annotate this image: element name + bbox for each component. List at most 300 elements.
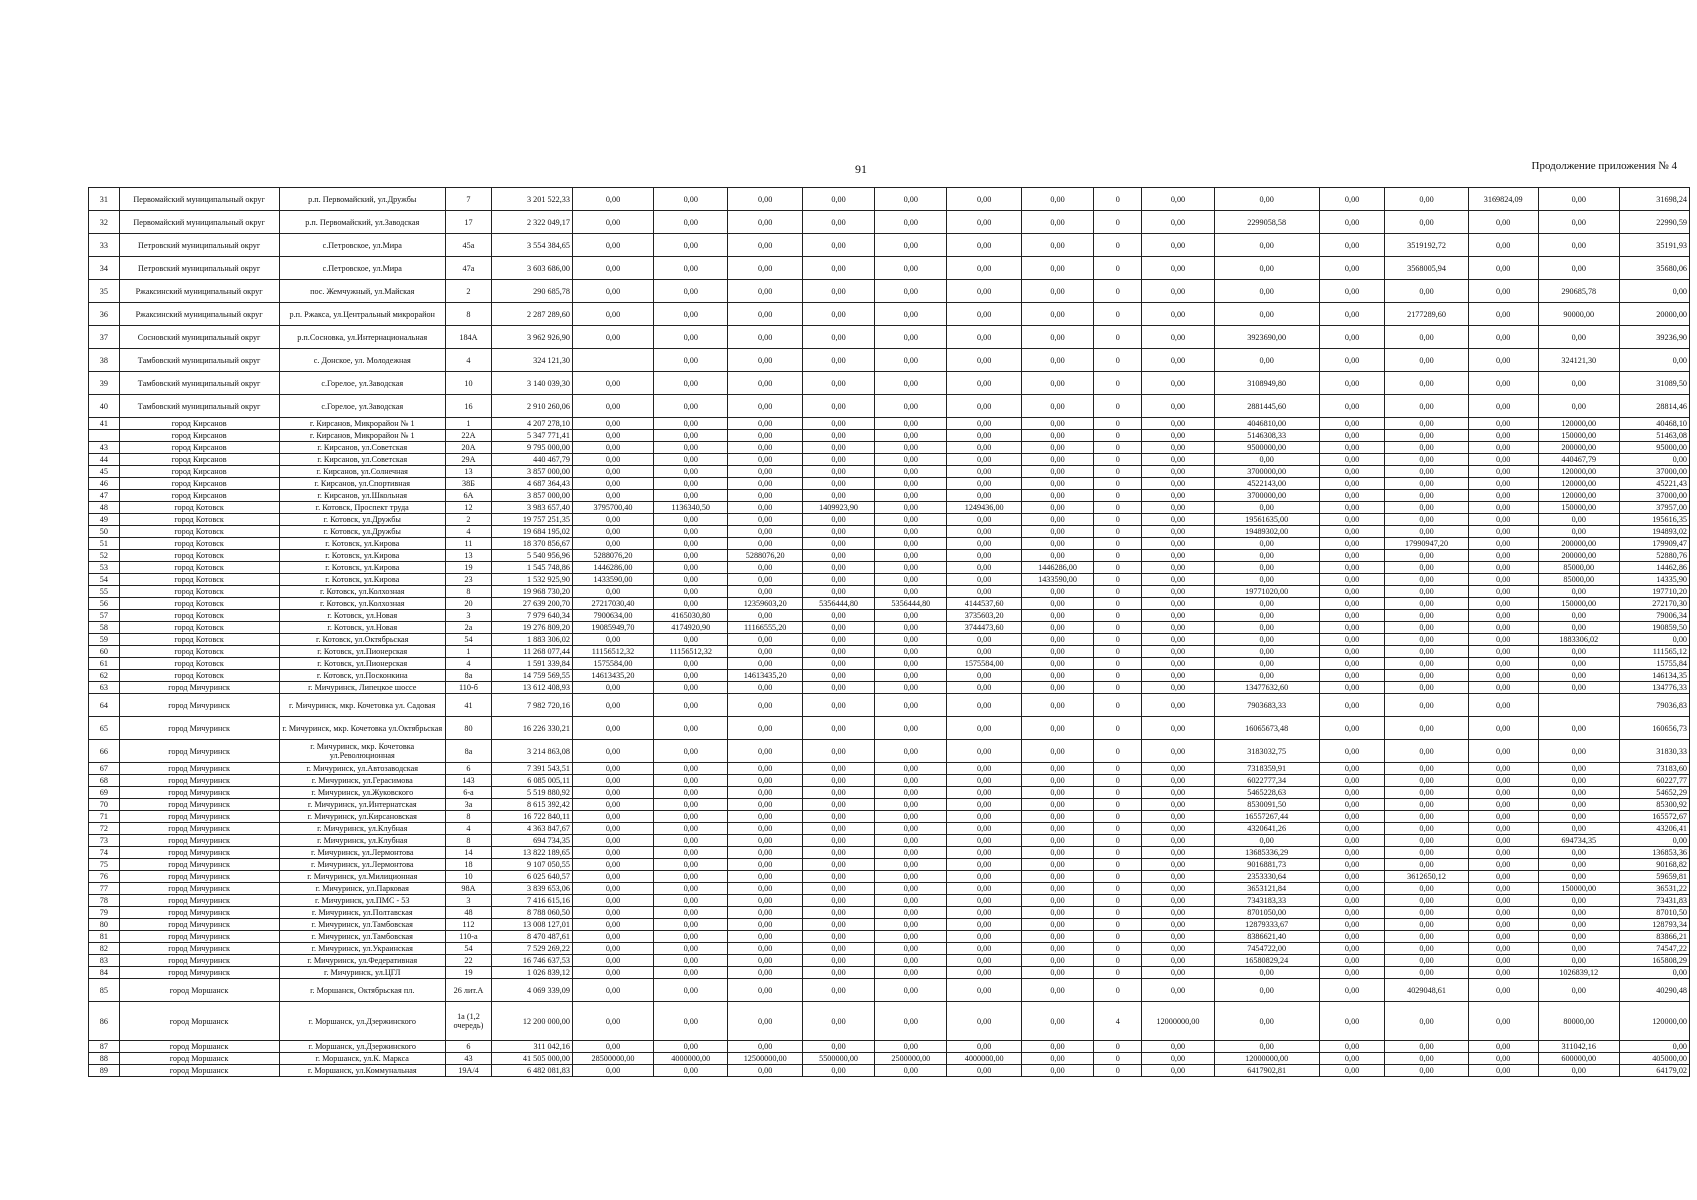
cell-col-10: 0,00 — [947, 586, 1021, 598]
cell-house-number: 19 — [445, 967, 491, 979]
cell-col-12: 0 — [1094, 717, 1142, 740]
cell-col-12: 0 — [1094, 349, 1142, 372]
cell-col-13: 0,00 — [1142, 835, 1214, 847]
cell-col-10: 0,00 — [947, 799, 1021, 811]
cell-col-11: 0,00 — [1021, 919, 1093, 931]
cell-col-19: 0,00 — [1619, 634, 1689, 646]
cell-col-14: 3923690,00 — [1214, 326, 1319, 349]
cell-col-19: 95000,00 — [1619, 442, 1689, 454]
cell-col-12: 0 — [1094, 955, 1142, 967]
cell-col-7: 0,00 — [728, 303, 802, 326]
cell-total-cost: 3 839 653,06 — [491, 883, 572, 895]
cell-total-cost: 11 268 077,44 — [491, 646, 572, 658]
cell-col-5: 0,00 — [572, 326, 653, 349]
cell-col-8: 0,00 — [802, 586, 874, 598]
cell-col-14: 12000000,00 — [1214, 1053, 1319, 1065]
cell-col-9: 0,00 — [875, 1041, 947, 1053]
cell-col-9: 0,00 — [875, 502, 947, 514]
cell-col-19: 83866,21 — [1619, 931, 1689, 943]
cell-col-11: 0,00 — [1021, 811, 1093, 823]
cell-col-11: 0,00 — [1021, 430, 1093, 442]
cell-col-8: 0,00 — [802, 763, 874, 775]
cell-col-17: 0,00 — [1468, 574, 1538, 586]
cell-col-18: 1883306,02 — [1538, 634, 1619, 646]
cell-col-7: 11166555,20 — [728, 622, 802, 634]
cell-col-15: 0,00 — [1319, 883, 1385, 895]
cell-col-5: 0,00 — [572, 883, 653, 895]
cell-house-number: 7 — [445, 188, 491, 211]
cell-col-7: 0,00 — [728, 955, 802, 967]
cell-row-number: 75 — [89, 859, 120, 871]
cell-municipality: город Моршанск — [119, 1041, 279, 1053]
cell-col-18: 0,00 — [1538, 1065, 1619, 1077]
cell-col-9: 0,00 — [875, 658, 947, 670]
cell-col-8: 0,00 — [802, 811, 874, 823]
cell-total-cost: 27 639 200,70 — [491, 598, 572, 610]
cell-col-19: 51463,08 — [1619, 430, 1689, 442]
cell-col-15: 0,00 — [1319, 234, 1385, 257]
cell-col-14: 0,00 — [1214, 550, 1319, 562]
cell-col-10: 0,00 — [947, 257, 1021, 280]
cell-col-11: 0,00 — [1021, 514, 1093, 526]
cell-row-number: 47 — [89, 490, 120, 502]
cell-address: г. Котовск, Проспект труда — [279, 502, 445, 514]
cell-address: с. Донское, ул. Молодежная — [279, 349, 445, 372]
cell-col-6: 0,00 — [654, 835, 728, 847]
cell-total-cost: 16 722 840,11 — [491, 811, 572, 823]
cell-col-11: 0,00 — [1021, 859, 1093, 871]
cell-total-cost: 5 347 771,41 — [491, 430, 572, 442]
cell-col-10: 0,00 — [947, 775, 1021, 787]
cell-col-9: 0,00 — [875, 1002, 947, 1041]
cell-col-5: 0,00 — [572, 211, 653, 234]
cell-col-6: 0,00 — [654, 454, 728, 466]
cell-col-5: 3795700,40 — [572, 502, 653, 514]
cell-col-14: 16580829,24 — [1214, 955, 1319, 967]
cell-house-number: 26 лит.А — [445, 979, 491, 1002]
cell-col-19: 79036,83 — [1619, 694, 1689, 717]
table-row — [89, 931, 1690, 943]
cell-col-16: 0,00 — [1385, 682, 1468, 694]
cell-col-19: 272170,30 — [1619, 598, 1689, 610]
cell-col-10: 0,00 — [947, 694, 1021, 717]
cell-municipality: город Мичуринск — [119, 871, 279, 883]
cell-col-13: 0,00 — [1142, 883, 1214, 895]
cell-col-10: 0,00 — [947, 682, 1021, 694]
cell-col-19: 0,00 — [1619, 967, 1689, 979]
cell-house-number: 110-б — [445, 682, 491, 694]
cell-col-13: 0,00 — [1142, 1053, 1214, 1065]
cell-address: с.Горелое, ул.Заводская — [279, 395, 445, 418]
cell-col-14: 0,00 — [1214, 979, 1319, 1002]
cell-col-5: 7900634,00 — [572, 610, 653, 622]
cell-col-17: 0,00 — [1468, 799, 1538, 811]
cell-col-6: 0,00 — [654, 418, 728, 430]
cell-col-14: 3700000,00 — [1214, 490, 1319, 502]
cell-col-15: 0,00 — [1319, 395, 1385, 418]
cell-col-13: 0,00 — [1142, 303, 1214, 326]
cell-col-18: 120000,00 — [1538, 490, 1619, 502]
cell-col-6: 0,00 — [654, 775, 728, 787]
cell-municipality: Первомайский муниципальный округ — [119, 211, 279, 234]
cell-col-7: 0,00 — [728, 234, 802, 257]
cell-col-11: 0,00 — [1021, 442, 1093, 454]
cell-col-15: 0,00 — [1319, 586, 1385, 598]
cell-col-5: 0,00 — [572, 372, 653, 395]
cell-municipality: город Кирсанов — [119, 454, 279, 466]
cell-col-12: 0 — [1094, 967, 1142, 979]
cell-col-12: 0 — [1094, 823, 1142, 835]
cell-col-11: 0,00 — [1021, 943, 1093, 955]
cell-col-7: 0,00 — [728, 907, 802, 919]
cell-house-number: 98А — [445, 883, 491, 895]
cell-col-10: 0,00 — [947, 211, 1021, 234]
cell-row-number: 48 — [89, 502, 120, 514]
cell-col-8: 0,00 — [802, 466, 874, 478]
cell-col-8: 0,00 — [802, 349, 874, 372]
cell-col-19: 54652,29 — [1619, 787, 1689, 799]
cell-col-18: 0,00 — [1538, 931, 1619, 943]
cell-col-16: 0,00 — [1385, 188, 1468, 211]
cell-col-6: 0,00 — [654, 257, 728, 280]
cell-col-15: 0,00 — [1319, 823, 1385, 835]
cell-house-number: 16 — [445, 395, 491, 418]
cell-total-cost: 311 042,16 — [491, 1041, 572, 1053]
cell-col-9: 0,00 — [875, 740, 947, 763]
cell-col-6: 0,00 — [654, 799, 728, 811]
cell-col-17: 0,00 — [1468, 943, 1538, 955]
cell-col-16: 0,00 — [1385, 454, 1468, 466]
cell-municipality: Ржаксинский муниципальный округ — [119, 280, 279, 303]
cell-col-5: 0,00 — [572, 811, 653, 823]
cell-address: г. Мичуринск, ул.Полтавская — [279, 907, 445, 919]
cell-col-17: 0,00 — [1468, 835, 1538, 847]
cell-col-19: 0,00 — [1619, 454, 1689, 466]
cell-col-14: 3653121,84 — [1214, 883, 1319, 895]
cell-address: р.п. Первомайский, ул.Заводская — [279, 211, 445, 234]
cell-address: г. Котовск, ул.Новая — [279, 610, 445, 622]
table-row — [89, 811, 1690, 823]
cell-col-16: 0,00 — [1385, 466, 1468, 478]
cell-col-15: 0,00 — [1319, 526, 1385, 538]
cell-col-16: 0,00 — [1385, 763, 1468, 775]
cell-col-17: 0,00 — [1468, 562, 1538, 574]
table-row — [89, 799, 1690, 811]
cell-address: г. Мичуринск, ул.Федеративная — [279, 955, 445, 967]
cell-municipality: город Моршанск — [119, 1002, 279, 1041]
cell-col-9: 0,00 — [875, 526, 947, 538]
cell-municipality: город Котовск — [119, 610, 279, 622]
cell-col-11: 0,00 — [1021, 490, 1093, 502]
cell-col-17: 0,00 — [1468, 907, 1538, 919]
cell-col-17: 0,00 — [1468, 349, 1538, 372]
cell-col-6: 0,00 — [654, 598, 728, 610]
cell-col-17: 0,00 — [1468, 646, 1538, 658]
cell-col-7: 12359603,20 — [728, 598, 802, 610]
cell-col-18: 85000,00 — [1538, 562, 1619, 574]
cell-municipality: город Мичуринск — [119, 740, 279, 763]
table-row — [89, 883, 1690, 895]
cell-col-18: 0,00 — [1538, 188, 1619, 211]
cell-col-12: 0 — [1094, 466, 1142, 478]
cell-col-6: 0,00 — [654, 787, 728, 799]
cell-col-19: 146134,35 — [1619, 670, 1689, 682]
cell-col-6: 4174920,90 — [654, 622, 728, 634]
cell-col-14: 0,00 — [1214, 454, 1319, 466]
table-row — [89, 303, 1690, 326]
cell-col-10: 0,00 — [947, 763, 1021, 775]
cell-col-12: 0 — [1094, 442, 1142, 454]
cell-col-7: 5288076,20 — [728, 550, 802, 562]
cell-municipality: Ржаксинский муниципальный округ — [119, 303, 279, 326]
cell-col-7: 0,00 — [728, 1002, 802, 1041]
cell-col-6: 0,00 — [654, 395, 728, 418]
cell-col-10: 0,00 — [947, 740, 1021, 763]
cell-col-15: 0,00 — [1319, 931, 1385, 943]
cell-col-12: 4 — [1094, 1002, 1142, 1041]
cell-col-15: 0,00 — [1319, 694, 1385, 717]
cell-col-12: 0 — [1094, 907, 1142, 919]
cell-col-8: 0,00 — [802, 823, 874, 835]
cell-col-6: 0,00 — [654, 967, 728, 979]
cell-col-12: 0 — [1094, 682, 1142, 694]
cell-col-10: 0,00 — [947, 883, 1021, 895]
cell-col-6: 0,00 — [654, 740, 728, 763]
cell-municipality: город Мичуринск — [119, 763, 279, 775]
cell-col-14: 2881445,60 — [1214, 395, 1319, 418]
cell-municipality: город Мичуринск — [119, 895, 279, 907]
cell-col-14: 0,00 — [1214, 646, 1319, 658]
cell-house-number: 6А — [445, 490, 491, 502]
cell-col-18: 0,00 — [1538, 943, 1619, 955]
cell-col-13: 0,00 — [1142, 823, 1214, 835]
cell-col-18: 80000,00 — [1538, 1002, 1619, 1041]
cell-col-13: 0,00 — [1142, 349, 1214, 372]
cell-col-5: 0,00 — [572, 526, 653, 538]
cell-col-14: 7318359,91 — [1214, 763, 1319, 775]
cell-col-6: 0,00 — [654, 682, 728, 694]
cell-col-12: 0 — [1094, 372, 1142, 395]
cell-col-7: 0,00 — [728, 430, 802, 442]
cell-col-15: 0,00 — [1319, 610, 1385, 622]
cell-house-number: 38Б — [445, 478, 491, 490]
cell-row-number: 87 — [89, 1041, 120, 1053]
cell-col-15: 0,00 — [1319, 787, 1385, 799]
cell-total-cost: 14 759 569,55 — [491, 670, 572, 682]
cell-col-8: 0,00 — [802, 931, 874, 943]
cell-col-12: 0 — [1094, 634, 1142, 646]
cell-col-11: 0,00 — [1021, 634, 1093, 646]
cell-col-15: 0,00 — [1319, 598, 1385, 610]
cell-col-11: 0,00 — [1021, 740, 1093, 763]
cell-col-11: 0,00 — [1021, 349, 1093, 372]
cell-col-6: 0,00 — [654, 466, 728, 478]
cell-col-10: 0,00 — [947, 395, 1021, 418]
cell-col-12: 0 — [1094, 799, 1142, 811]
cell-col-14: 9500000,00 — [1214, 442, 1319, 454]
cell-col-19: 22990,59 — [1619, 211, 1689, 234]
cell-total-cost: 19 757 251,35 — [491, 514, 572, 526]
cell-col-11: 0,00 — [1021, 799, 1093, 811]
cell-col-17: 0,00 — [1468, 682, 1538, 694]
cell-col-19: 45221,43 — [1619, 478, 1689, 490]
cell-col-7: 0,00 — [728, 694, 802, 717]
table-row — [89, 634, 1690, 646]
cell-col-12: 0 — [1094, 646, 1142, 658]
cell-total-cost: 290 685,78 — [491, 280, 572, 303]
cell-col-8: 0,00 — [802, 1002, 874, 1041]
cell-municipality: город Мичуринск — [119, 859, 279, 871]
cell-col-14: 5465228,63 — [1214, 787, 1319, 799]
cell-total-cost: 3 857 000,00 — [491, 466, 572, 478]
cell-col-10: 0,00 — [947, 847, 1021, 859]
cell-col-18: 0,00 — [1538, 717, 1619, 740]
cell-municipality: Тамбовский муниципальный округ — [119, 395, 279, 418]
cell-col-9: 0,00 — [875, 979, 947, 1002]
cell-col-9: 0,00 — [875, 967, 947, 979]
table-row — [89, 550, 1690, 562]
cell-col-7: 0,00 — [728, 502, 802, 514]
cell-col-17: 0,00 — [1468, 919, 1538, 931]
cell-col-17: 0,00 — [1468, 598, 1538, 610]
cell-col-17: 0,00 — [1468, 257, 1538, 280]
cell-col-19: 37000,00 — [1619, 490, 1689, 502]
cell-col-8: 0,00 — [802, 574, 874, 586]
cell-col-19: 190859,50 — [1619, 622, 1689, 634]
cell-col-14: 0,00 — [1214, 538, 1319, 550]
cell-col-19: 40290,48 — [1619, 979, 1689, 1002]
table-row — [89, 490, 1690, 502]
cell-total-cost: 3 962 926,90 — [491, 326, 572, 349]
cell-col-12: 0 — [1094, 919, 1142, 931]
cell-col-12: 0 — [1094, 550, 1142, 562]
cell-col-7: 0,00 — [728, 326, 802, 349]
cell-col-5: 0,00 — [572, 835, 653, 847]
cell-col-18: 0,00 — [1538, 526, 1619, 538]
cell-col-9: 0,00 — [875, 188, 947, 211]
cell-col-5: 1575584,00 — [572, 658, 653, 670]
cell-col-11: 0,00 — [1021, 682, 1093, 694]
cell-col-14: 19561635,00 — [1214, 514, 1319, 526]
cell-address: г. Мичуринск, ул.Клубная — [279, 835, 445, 847]
cell-col-5: 0,00 — [572, 775, 653, 787]
cell-col-7: 0,00 — [728, 787, 802, 799]
cell-col-14: 0,00 — [1214, 574, 1319, 586]
cell-col-15: 0,00 — [1319, 1053, 1385, 1065]
cell-col-16: 0,00 — [1385, 658, 1468, 670]
cell-address: г. Котовск, ул.Кирова — [279, 538, 445, 550]
cell-address: г. Кирсанов, ул.Солнечная — [279, 466, 445, 478]
cell-col-11: 0,00 — [1021, 979, 1093, 1002]
cell-col-19: 405000,00 — [1619, 1053, 1689, 1065]
cell-col-9: 0,00 — [875, 466, 947, 478]
cell-col-12: 0 — [1094, 454, 1142, 466]
cell-house-number: 14 — [445, 847, 491, 859]
cell-address: г. Котовск, ул.Октябрьская — [279, 634, 445, 646]
cell-col-10: 0,00 — [947, 466, 1021, 478]
cell-col-9: 0,00 — [875, 835, 947, 847]
cell-col-14: 3108949,80 — [1214, 372, 1319, 395]
cell-col-5: 0,00 — [572, 847, 653, 859]
cell-col-18: 0,00 — [1538, 658, 1619, 670]
cell-col-15: 0,00 — [1319, 1002, 1385, 1041]
cell-col-13: 0,00 — [1142, 257, 1214, 280]
cell-col-18: 0,00 — [1538, 919, 1619, 931]
cell-col-6: 0,00 — [654, 372, 728, 395]
cell-col-14: 0,00 — [1214, 1002, 1319, 1041]
cell-col-16: 0,00 — [1385, 349, 1468, 372]
cell-house-number: 8 — [445, 303, 491, 326]
cell-house-number: 4 — [445, 349, 491, 372]
cell-col-9: 0,00 — [875, 847, 947, 859]
cell-col-18: 0,00 — [1538, 622, 1619, 634]
cell-col-14: 0,00 — [1214, 502, 1319, 514]
cell-col-6: 0,00 — [654, 717, 728, 740]
cell-total-cost: 4 207 278,10 — [491, 418, 572, 430]
cell-row-number: 82 — [89, 943, 120, 955]
cell-municipality: город Котовск — [119, 646, 279, 658]
cell-col-8: 0,00 — [802, 682, 874, 694]
cell-col-11: 0,00 — [1021, 622, 1093, 634]
cell-col-16: 0,00 — [1385, 1041, 1468, 1053]
cell-col-7: 0,00 — [728, 859, 802, 871]
cell-col-12: 0 — [1094, 847, 1142, 859]
cell-col-9: 0,00 — [875, 372, 947, 395]
cell-address: г. Мичуринск, ул.Милиционная — [279, 871, 445, 883]
cell-col-9: 0,00 — [875, 586, 947, 598]
cell-col-7: 0,00 — [728, 395, 802, 418]
cell-col-11: 0,00 — [1021, 303, 1093, 326]
cell-col-14: 7903683,33 — [1214, 694, 1319, 717]
cell-col-9: 0,00 — [875, 775, 947, 787]
cell-col-13: 0,00 — [1142, 586, 1214, 598]
cell-total-cost: 7 982 720,16 — [491, 694, 572, 717]
cell-col-16: 0,00 — [1385, 895, 1468, 907]
cell-col-7: 0,00 — [728, 1041, 802, 1053]
cell-col-10: 0,00 — [947, 1065, 1021, 1077]
cell-col-11: 0,00 — [1021, 550, 1093, 562]
cell-col-13: 0,00 — [1142, 490, 1214, 502]
cell-row-number: 50 — [89, 526, 120, 538]
cell-address: р.п. Ржакса, ул.Центральный микрорайон — [279, 303, 445, 326]
cell-row-number: 51 — [89, 538, 120, 550]
cell-col-6: 4165030,80 — [654, 610, 728, 622]
cell-total-cost: 8 615 392,42 — [491, 799, 572, 811]
cell-row-number: 52 — [89, 550, 120, 562]
cell-col-17: 0,00 — [1468, 418, 1538, 430]
cell-col-5: 0,00 — [572, 490, 653, 502]
cell-col-12: 0 — [1094, 502, 1142, 514]
cell-col-14: 6022777,34 — [1214, 775, 1319, 787]
cell-col-8: 0,00 — [802, 454, 874, 466]
cell-col-6: 0,00 — [654, 847, 728, 859]
cell-col-6: 0,00 — [654, 883, 728, 895]
cell-address: г. Моршанск, ул.Коммунальная — [279, 1065, 445, 1077]
cell-col-8: 0,00 — [802, 234, 874, 257]
cell-col-9: 2500000,00 — [875, 1053, 947, 1065]
cell-col-13: 0,00 — [1142, 418, 1214, 430]
table-row — [89, 787, 1690, 799]
cell-col-12: 0 — [1094, 1053, 1142, 1065]
cell-col-11: 0,00 — [1021, 847, 1093, 859]
cell-col-18: 694734,35 — [1538, 835, 1619, 847]
cell-col-13: 0,00 — [1142, 907, 1214, 919]
cell-col-15: 0,00 — [1319, 670, 1385, 682]
cell-total-cost: 3 554 384,65 — [491, 234, 572, 257]
cell-col-10: 0,00 — [947, 303, 1021, 326]
cell-total-cost: 19 276 809,20 — [491, 622, 572, 634]
cell-house-number: 8 — [445, 586, 491, 598]
